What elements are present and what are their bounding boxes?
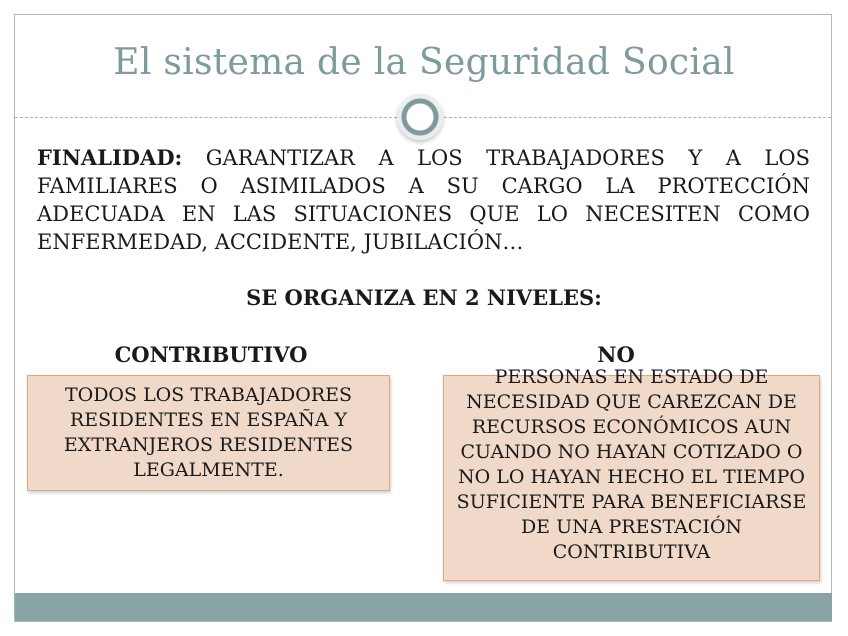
finalidad-label: FINALIDAD: (37, 145, 183, 170)
divider-circle-ornament (397, 94, 443, 140)
contributivo-heading: CONTRIBUTIVO (114, 342, 308, 367)
footer-band (15, 593, 832, 621)
contributivo-box (27, 375, 390, 491)
slide-title: El sistema de la Seguridad Social (113, 42, 735, 83)
organiza-heading: SE ORGANIZA EN 2 NIVELES: (246, 285, 602, 310)
finalidad-paragraph (37, 144, 810, 256)
no-contributivo-box (443, 366, 820, 581)
no-contributivo-box-text: PERSONAS EN ESTADO DE NECESIDAD QUE CAREZCAN DE RECURSOS ECONÓMICOS AUN CUANDO NO HAYAN COTIZADO O NO LO HAYAN HECHO EL TIEMPO SUFICIENTE PARA BENEFICIARSE DE UNA PRESTACIÓN CONTRIBUTIVA (456, 366, 807, 563)
finalidad-text: GARANTIZAR A LOS TRABAJADORES Y A LOS FAMILIARES O ASIMILADOS A SU CARGO LA PROTECCIÓN ADECUADA EN LAS SITUACIONES QUE LO NECESITEN COMO ENFERMEDAD, ACCIDENTE, JUBILACIÓN… (37, 146, 810, 254)
contributivo-box-text: TODOS LOS TRABAJADORES RESIDENTES EN ESPAÑA Y EXTRANJEROS RESIDENTES LEGALMENTE. (63, 384, 354, 481)
no-contributivo-heading: NO (597, 342, 635, 367)
